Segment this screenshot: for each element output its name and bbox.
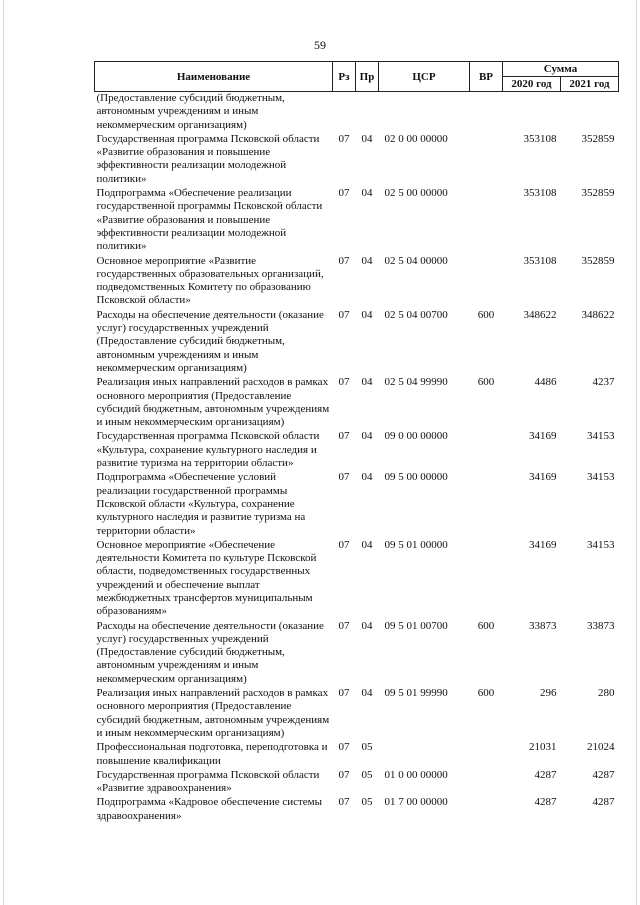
cell-2021: 34153 xyxy=(587,538,615,551)
cell-csr: 02 5 04 00700 xyxy=(384,308,448,321)
cell-csr: 02 5 04 99990 xyxy=(384,376,448,389)
cell-name: (Предоставление субсидий бюджетным, автономным учреждениям и иным некоммерческим организациям) xyxy=(96,92,285,131)
cell-csr: 02 5 00 00000 xyxy=(384,187,448,200)
cell-2020: 353108 xyxy=(523,132,557,145)
table-body xyxy=(95,92,619,825)
cell-pr xyxy=(356,92,379,133)
cell-2020: 296 xyxy=(540,687,557,700)
cell-csr: 01 7 00 00000 xyxy=(384,796,448,809)
cell-2021: 352859 xyxy=(581,132,615,145)
table-row xyxy=(95,769,619,797)
cell-2021: 348622 xyxy=(581,308,615,321)
cell-name: Расходы на обеспечение деятельности (оказание услуг) государственных учреждений (Предоставление субсидий бюджетным, автономным учреждениям и иным некоммерческим организациям) xyxy=(96,619,324,685)
table-row xyxy=(95,796,619,824)
header-year-2021: 2021 год xyxy=(561,77,619,92)
cell-rz: 07 xyxy=(338,187,350,200)
cell-rz: 07 xyxy=(338,741,350,754)
cell-vr xyxy=(470,187,503,254)
cell-csr xyxy=(379,741,470,769)
cell-2020: 4486 xyxy=(534,376,557,389)
cell-csr xyxy=(379,92,470,133)
cell-csr: 09 0 00 00000 xyxy=(384,430,448,443)
cell-name: Расходы на обеспечение деятельности (оказание услуг) государственных учреждений (Предоставление субсидий бюджетным, автономным учреждениям и иным некоммерческим организациям) xyxy=(96,308,324,374)
cell-pr: 04 xyxy=(361,430,373,443)
cell-name: Реализация иных направлений расходов в рамках основного мероприятия (Предоставление субсидий бюджетным, автономным учреждениям и иным некоммерческим организациям) xyxy=(96,687,330,739)
header-csr: ЦСР xyxy=(379,62,470,92)
cell-2020: 34169 xyxy=(529,538,557,551)
cell-rz: 07 xyxy=(338,538,350,551)
cell-name: Основное мероприятие «Обеспечение деятельности Комитета по культуре Псковской области, подведомственных государственных учреждений и обеспечение выплат межбюджетных трансфертов муниципальным образованиям» xyxy=(96,538,317,618)
cell-pr: 05 xyxy=(361,796,373,809)
cell-2020: 348622 xyxy=(523,308,557,321)
cell-2021: 4237 xyxy=(592,376,615,389)
table-row xyxy=(95,255,619,309)
cell-2020: 33873 xyxy=(529,619,557,632)
cell-2020: 34169 xyxy=(529,471,557,484)
cell-rz: 07 xyxy=(338,687,350,700)
cell-rz: 07 xyxy=(338,308,350,321)
cell-rz: 07 xyxy=(338,619,350,632)
scan-edge-right xyxy=(636,0,637,905)
cell-2021: 33873 xyxy=(587,619,615,632)
table-row xyxy=(95,539,619,620)
cell-vr xyxy=(470,539,503,620)
cell-rz: 07 xyxy=(338,768,350,781)
cell-2020: 34169 xyxy=(529,430,557,443)
cell-csr: 02 5 04 00000 xyxy=(384,254,448,267)
cell-vr xyxy=(470,471,503,538)
cell-vr xyxy=(470,133,503,187)
cell-vr xyxy=(470,796,503,824)
cell-pr: 04 xyxy=(361,619,373,632)
header-sum: Сумма xyxy=(503,62,619,77)
table-header xyxy=(95,62,619,92)
table-row xyxy=(95,133,619,187)
page-number: 59 xyxy=(314,38,326,52)
cell-2021: 352859 xyxy=(581,187,615,200)
cell-name: Государственная программа Псковской области «Культура, сохранение культурного наследия и развитие туризма на территории области» xyxy=(96,430,320,470)
header-rz: Рз xyxy=(333,62,356,92)
cell-csr: 09 5 00 00000 xyxy=(384,471,448,484)
cell-pr: 04 xyxy=(361,376,373,389)
cell-rz xyxy=(333,92,356,133)
table-row xyxy=(95,471,619,538)
table-row xyxy=(95,309,619,376)
cell-vr: 600 xyxy=(477,376,495,389)
cell-name: Подпрограмма «Кадровое обеспечение системы здравоохранения» xyxy=(96,796,323,822)
cell-pr: 04 xyxy=(361,187,373,200)
cell-vr: 600 xyxy=(477,308,495,321)
cell-pr: 04 xyxy=(361,132,373,145)
table-row xyxy=(95,687,619,741)
cell-pr: 04 xyxy=(361,308,373,321)
table-row xyxy=(95,376,619,430)
cell-2020 xyxy=(503,92,561,133)
cell-2020: 353108 xyxy=(523,254,557,267)
cell-2021: 4287 xyxy=(592,796,615,809)
cell-rz: 07 xyxy=(338,254,350,267)
header-vr: ВР xyxy=(470,62,503,92)
header-name: Наименование xyxy=(95,62,333,92)
cell-2021: 34153 xyxy=(587,430,615,443)
cell-csr: 01 0 00 00000 xyxy=(384,768,448,781)
cell-pr: 04 xyxy=(361,471,373,484)
cell-2021: 4287 xyxy=(592,768,615,781)
cell-vr xyxy=(470,430,503,471)
cell-2020: 21031 xyxy=(529,741,557,754)
cell-2020: 4287 xyxy=(534,768,557,781)
cell-pr: 04 xyxy=(361,687,373,700)
cell-name: Основное мероприятие «Развитие государственных образовательных организаций, подведомственных Комитету по образованию Псковской области» xyxy=(96,254,324,307)
cell-name: Профессиональная подготовка, переподготовка и повышение квалификации xyxy=(96,741,328,767)
cell-name: Подпрограмма «Обеспечение реализации государственной программы Псковской области «Развитие образования и повышение эффективности реализации молодежной политики» xyxy=(96,187,323,253)
table-row xyxy=(95,92,619,133)
cell-2021: 21024 xyxy=(587,741,615,754)
cell-csr: 09 5 01 00000 xyxy=(384,538,448,551)
cell-rz: 07 xyxy=(338,471,350,484)
table-row xyxy=(95,430,619,471)
cell-rz: 07 xyxy=(338,430,350,443)
cell-vr xyxy=(470,769,503,797)
cell-csr: 09 5 01 99990 xyxy=(384,687,448,700)
cell-name: Подпрограмма «Обеспечение условий реализации государственной программы Псковской области «Культура, сохранение культурного наследия и развитие туризма на территории области» xyxy=(96,471,306,537)
cell-2021 xyxy=(561,92,619,133)
cell-name: Государственная программа Псковской области «Развитие здравоохранения» xyxy=(96,768,320,795)
cell-2021: 34153 xyxy=(587,471,615,484)
cell-name: Реализация иных направлений расходов в рамках основного мероприятия (Предоставление субсидий бюджетным, автономным учреждениям и иным некоммерческим организациям) xyxy=(96,376,330,429)
cell-2020: 353108 xyxy=(523,187,557,200)
cell-rz: 07 xyxy=(338,132,350,145)
header-pr: Пр xyxy=(356,62,379,92)
cell-vr xyxy=(470,741,503,769)
cell-csr: 09 5 01 00700 xyxy=(384,619,448,632)
cell-pr: 05 xyxy=(361,741,373,754)
cell-2021: 280 xyxy=(598,687,615,700)
cell-vr: 600 xyxy=(477,619,495,632)
header-year-2020: 2020 год xyxy=(503,77,561,92)
scan-edge-left xyxy=(3,0,4,905)
budget-table xyxy=(94,61,619,824)
cell-vr xyxy=(470,92,503,133)
cell-2021: 352859 xyxy=(581,254,615,267)
cell-2020: 4287 xyxy=(534,796,557,809)
cell-pr: 04 xyxy=(361,254,373,267)
cell-rz: 07 xyxy=(338,376,350,389)
cell-vr: 600 xyxy=(477,687,495,700)
cell-rz: 07 xyxy=(338,796,350,809)
cell-name: Государственная программа Псковской области «Развитие образования и повышение эффективности реализации молодежной политики» xyxy=(96,132,320,185)
table-row xyxy=(95,741,619,769)
cell-pr: 04 xyxy=(361,538,373,551)
cell-vr xyxy=(470,255,503,309)
table-row xyxy=(95,187,619,254)
cell-csr: 02 0 00 00000 xyxy=(384,132,448,145)
table-row xyxy=(95,620,619,687)
cell-pr: 05 xyxy=(361,768,373,781)
